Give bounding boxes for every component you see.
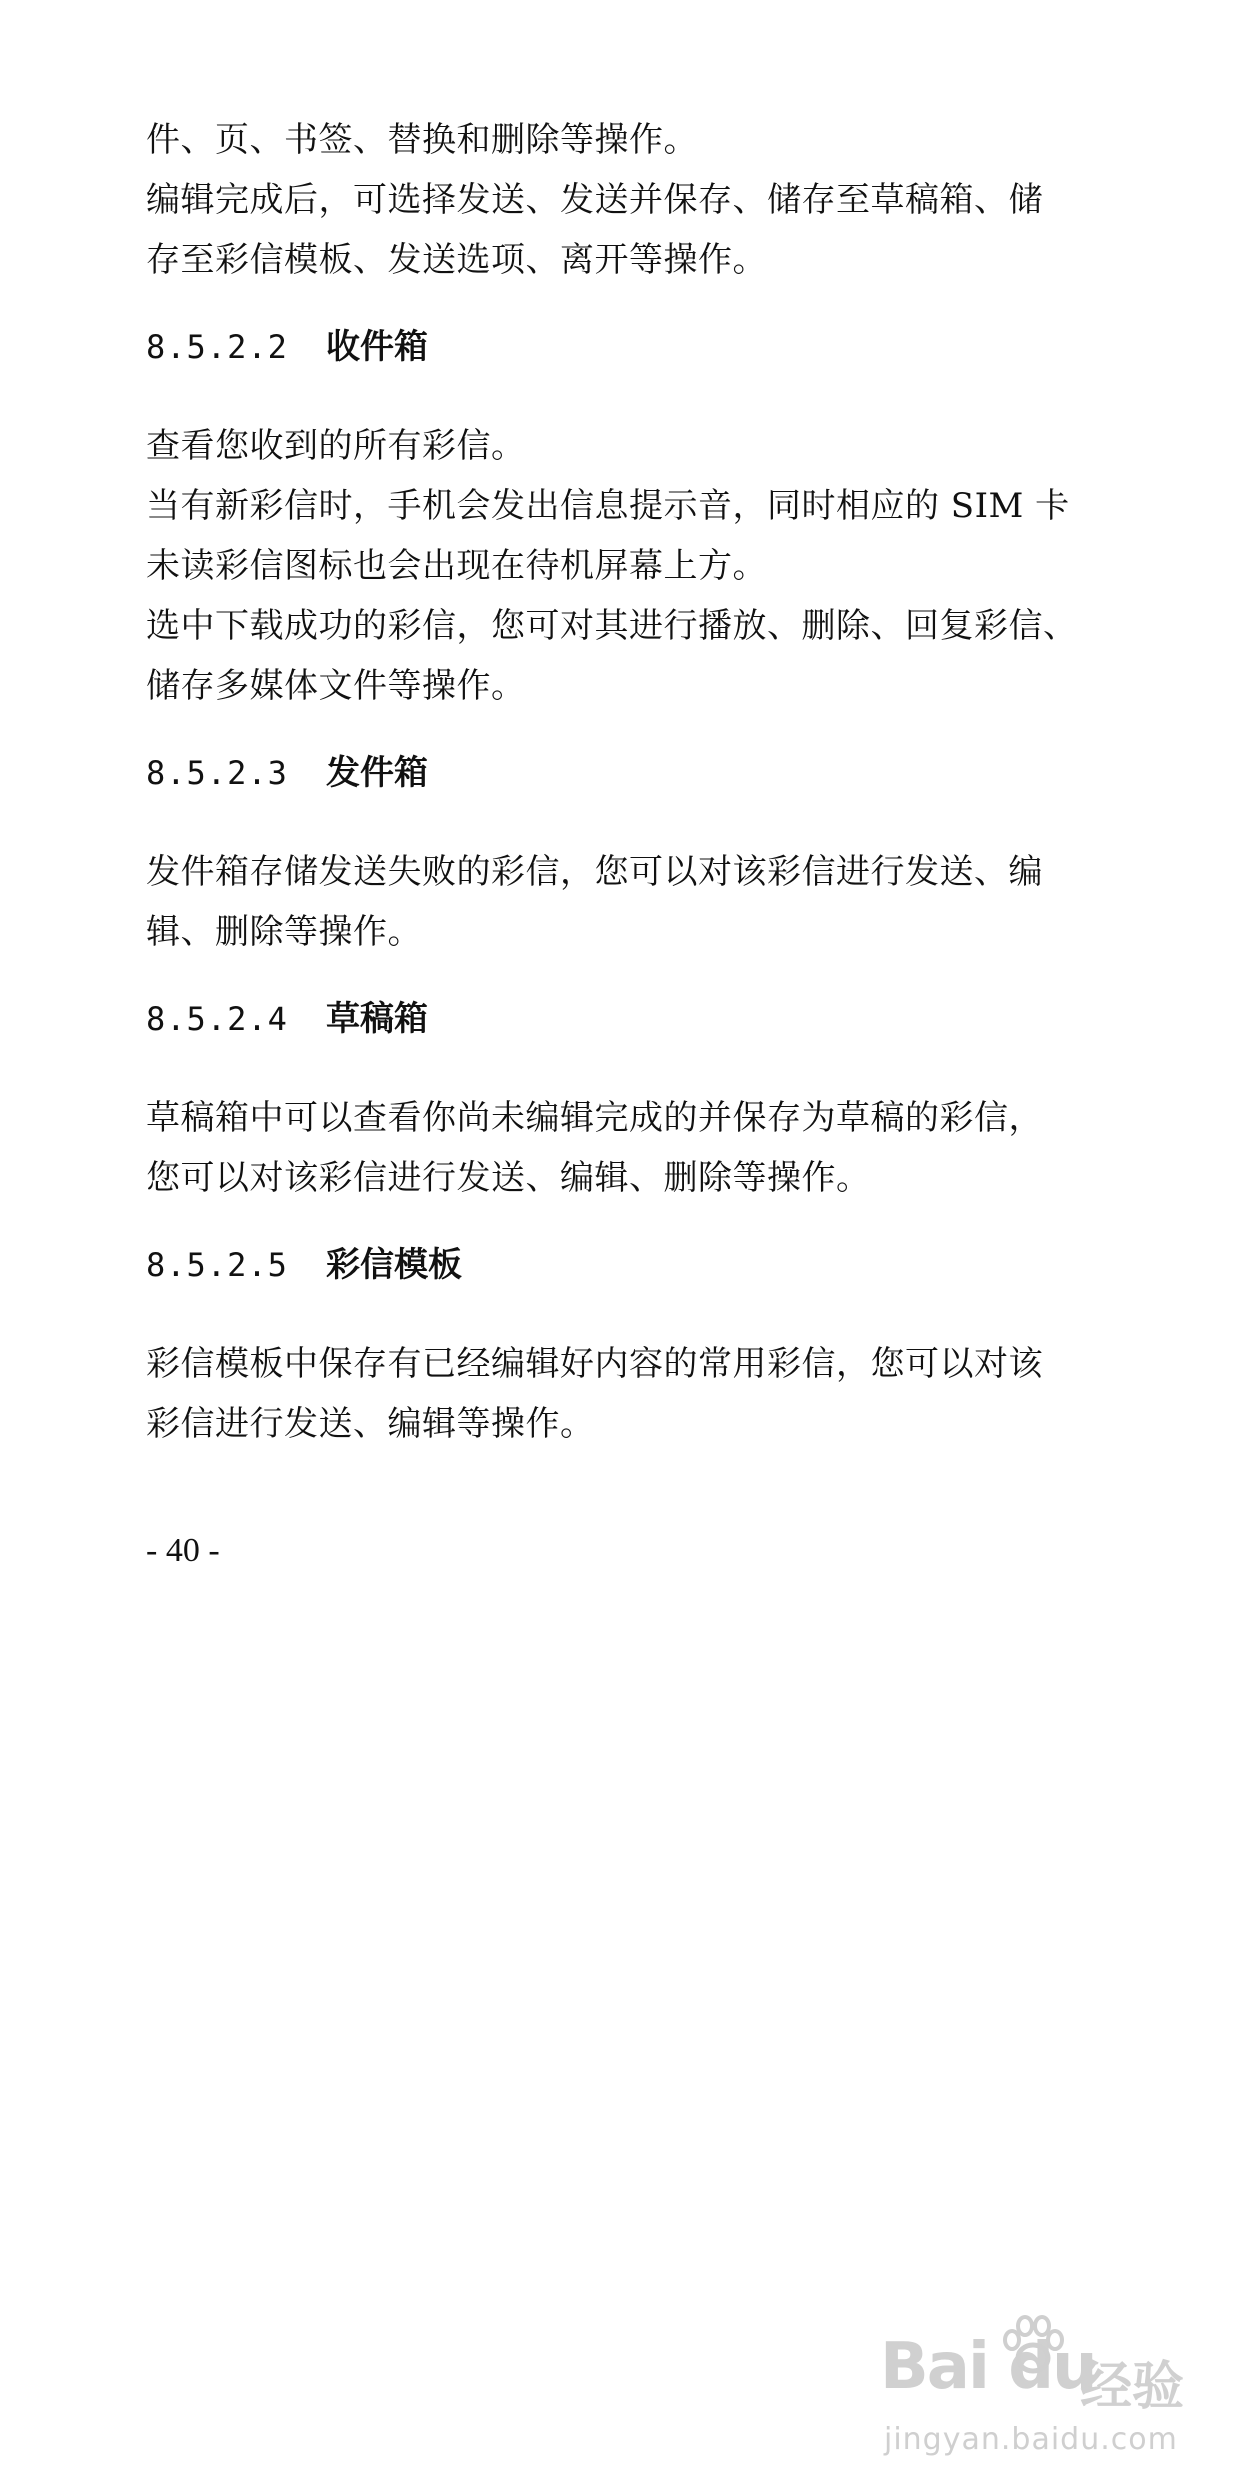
text-line: 选中下载成功的彩信，您可对其进行播放、删除、回复彩信、 [146,606,1078,646]
text-line: 存至彩信模板、发送选项、离开等操作。 [146,240,767,280]
text-line: 当有新彩信时，手机会发出信息提示音，同时相应的 SIM 卡 [146,486,1070,526]
text-line: 辑、删除等操作。 [146,912,422,952]
baidu-jingyan-watermark [880,2330,1210,2470]
section-body-templates [146,1334,1106,1454]
text-line: 查看您收到的所有彩信。 [146,426,526,466]
document-page [146,110,1106,1454]
section-title: 收件箱 [326,327,428,367]
section-heading-outbox [146,746,1106,800]
section-body-outbox [146,842,1106,962]
section-body-drafts [146,1088,1106,1208]
section-body-inbox [146,416,1106,716]
text-line: 件、页、书签、替换和删除等操作。 [146,120,698,160]
section-title: 彩信模板 [326,1245,462,1285]
text-line: 彩信进行发送、编辑等操作。 [146,1404,595,1444]
text-line: 储存多媒体文件等操作。 [146,666,526,706]
section-heading-templates [146,1238,1106,1292]
text-line: 彩信模板中保存有已经编辑好内容的常用彩信，您可以对该 [146,1344,1043,1384]
text-line: 草稿箱中可以查看你尚未编辑完成的并保存为草稿的彩信， [146,1098,1043,1138]
page-number: - 40 - [146,1532,220,1569]
section-number: 8.5.2.3 [146,754,288,792]
text-line: 未读彩信图标也会出现在待机屏幕上方。 [146,546,767,586]
section-number: 8.5.2.2 [146,328,288,366]
section-heading-inbox [146,320,1106,374]
section-title: 发件箱 [326,753,428,793]
text-line: 您可以对该彩信进行发送、编辑、删除等操作。 [146,1158,871,1198]
section-heading-drafts [146,992,1106,1046]
watermark-logo-text: Bai du [880,2330,1096,2404]
section-number: 8.5.2.4 [146,1000,288,1038]
section-number: 8.5.2.5 [146,1246,288,1284]
paw-icon [998,2312,1068,2382]
watermark-cn-text: 经验 [1080,2357,1185,2417]
text-line: 编辑完成后，可选择发送、发送并保存、储存至草稿箱、储 [146,180,1043,220]
intro-paragraph [146,110,1106,290]
text-line: 发件箱存储发送失败的彩信，您可以对该彩信进行发送、编 [146,852,1043,892]
watermark-url: jingyan.baidu.com [884,2422,1178,2457]
section-title: 草稿箱 [326,999,428,1039]
